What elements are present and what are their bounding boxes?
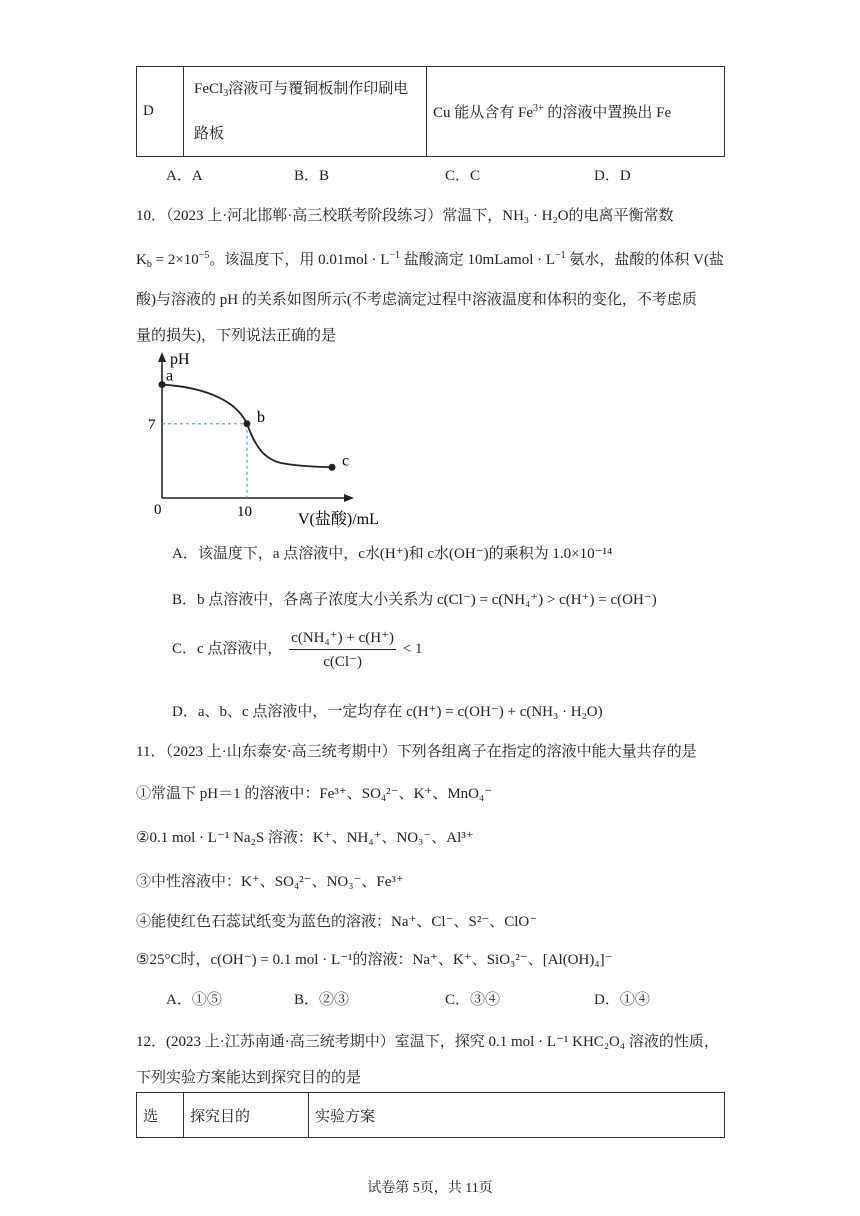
q9-option-c[interactable]: C．C bbox=[445, 168, 481, 184]
q10-stem-line2: $K_b = 2\times 10^{-5}$。该温度下，用 $0.01mol \cdot L^{-1}$ 盐酸滴定 10mLamol · $L^{-1}$ 氨水，盐酸的体积 V(盐 bbox=[136, 250, 725, 270]
page-footer: 试卷第 5页，共 11页 bbox=[367, 1181, 493, 1196]
q11-item-2: ②0.1 mol · L⁻¹ Na₂S 溶液：K⁺、NH₄⁺、NO₃⁻、Al³⁺ bbox=[136, 830, 474, 846]
point-label-a: a bbox=[166, 367, 174, 385]
point-c bbox=[329, 464, 336, 471]
point-label-c: c bbox=[342, 452, 350, 470]
q12-stem-line2: 下列实验方案能达到探究目的的是 bbox=[136, 1070, 362, 1086]
q11-item-5: ⑤25°C时，c(OH⁻) = 0.1 mol · L⁻¹的溶液：Na⁺、K⁺、SiO₃²⁻、[Al(OH)₄]⁻ bbox=[136, 952, 613, 968]
q10-option-a[interactable]: A．该温度下，a 点溶液中，c水(H⁺)和 c水(OH⁻)的乘积为 1.0×10⁻¹⁴ bbox=[172, 546, 613, 562]
q11-option-a[interactable]: A．①⑤ bbox=[166, 992, 222, 1008]
titration-curve-chart bbox=[148, 348, 398, 530]
x-tick-label: 10 bbox=[237, 504, 252, 520]
x-axis-arrow bbox=[344, 494, 354, 502]
q10-option-c[interactable]: C．c 点溶液中， $\frac{\text{c(NH₄⁺) + c(H⁺)}}{c(Cl^-)}$ < 1 bbox=[172, 630, 423, 670]
x-axis-label: V(盐酸)/mL bbox=[298, 511, 379, 528]
q11-option-d[interactable]: D．①④ bbox=[594, 992, 650, 1008]
origin-label: 0 bbox=[154, 502, 162, 518]
answer-table-top bbox=[136, 66, 725, 157]
q12-header-plan: 实验方案 bbox=[309, 1093, 725, 1138]
point-a bbox=[159, 381, 166, 388]
phenomenon-cell: FeCl$_3$溶液可与覆铜板制作印刷电 路板 bbox=[184, 67, 427, 157]
q10-option-b[interactable]: B．b 点溶液中，各离子浓度大小关系为 c(Cl⁻) = c(NH₄⁺) > c(H⁺) = c(OH⁻) bbox=[172, 592, 657, 608]
q11-option-b[interactable]: B．②③ bbox=[294, 992, 350, 1008]
q12-stem-line1: 12．(2023 上·江苏南通·高三统考期中）室温下，探究 0.1 mol · L⁻¹ KHC₂O₄ 溶液的性质， bbox=[136, 1034, 719, 1050]
row-label: D bbox=[137, 67, 184, 157]
y-axis-arrow bbox=[158, 352, 166, 362]
point-label-b: b bbox=[257, 408, 265, 426]
q12-table bbox=[136, 1092, 725, 1138]
q10-stem-line4: 量的损失)，下列说法正确的是 bbox=[136, 328, 336, 344]
q10-stem-line3: 酸)与溶液的 pH 的关系如图所示(不考虑滴定过程中溶液温度和体积的变化，不考虑质 bbox=[136, 292, 697, 308]
q9-option-a[interactable]: A．A bbox=[166, 168, 203, 184]
q9-option-d[interactable]: D．D bbox=[594, 168, 631, 184]
y-axis-label: pH bbox=[170, 351, 190, 368]
q10-stem-line1: 10．（2023 上·河北邯郸·高三校联考阶段练习）常温下，NH₃ · H₂O的电离平衡常数 bbox=[136, 208, 674, 224]
q10-option-d[interactable]: D．a、b、c 点溶液中，一定均存在 c(H⁺) = c(OH⁻) + c(NH₃ · H₂O) bbox=[172, 704, 603, 720]
q11-item-3: ③中性溶液中：K⁺、SO₄²⁻、NO₃⁻、Fe³⁺ bbox=[136, 874, 404, 890]
q11-item-4: ④能使红色石蕊试纸变为蓝色的溶液：Na⁺、Cl⁻、S²⁻、ClO⁻ bbox=[136, 914, 538, 930]
y-tick-label: 7 bbox=[148, 416, 156, 433]
q9-option-b[interactable]: B．B bbox=[294, 168, 330, 184]
q11-item-1: ①常温下 pH＝1 的溶液中：Fe³⁺、SO₄²⁻、K⁺、MnO₄⁻ bbox=[136, 786, 493, 802]
q12-header-purpose: 探究目的 bbox=[184, 1093, 309, 1138]
explanation-cell: Cu 能从含有 $Fe^{3+}$ 的溶液中置换出 Fe bbox=[427, 67, 725, 157]
q11-stem: 11．（2023 上·山东泰安·高三统考期中）下列各组离子在指定的溶液中能大量共存的是 bbox=[136, 744, 697, 760]
point-b bbox=[244, 420, 251, 427]
q12-header-choice: 选 bbox=[137, 1093, 184, 1138]
q11-option-c[interactable]: C．③④ bbox=[445, 992, 501, 1008]
fraction: $\frac{\text{c(NH₄⁺) + c(H⁺)}}{c(Cl^-)}$ bbox=[291, 630, 394, 670]
